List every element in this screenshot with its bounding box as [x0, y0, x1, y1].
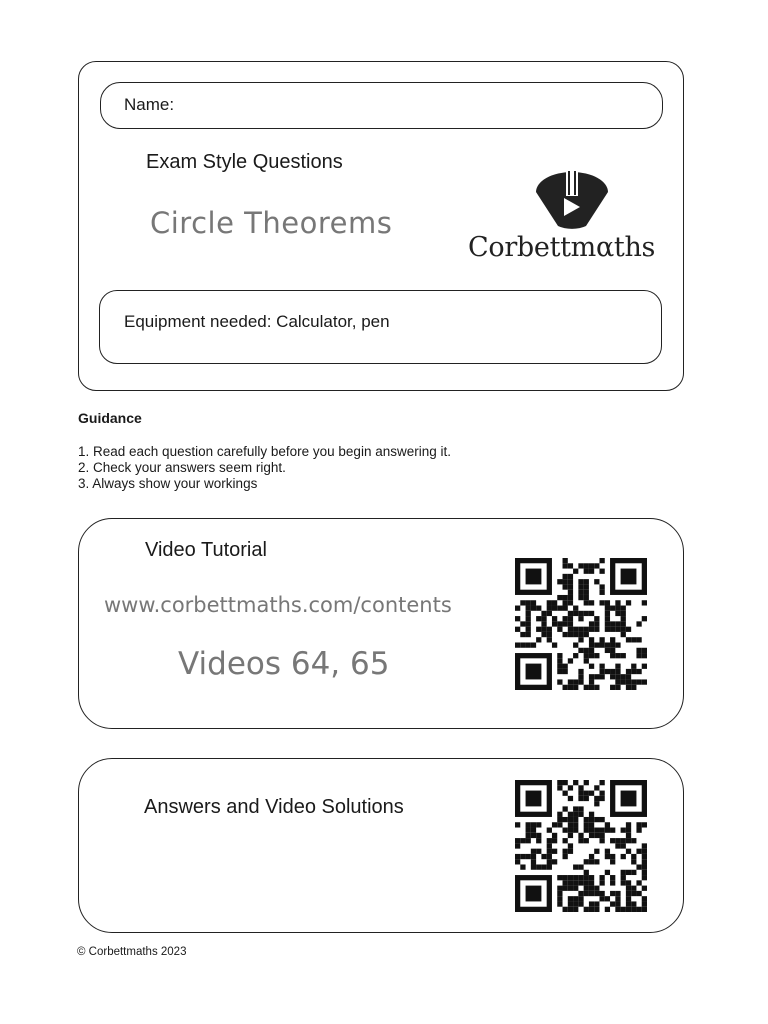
- video-url-link[interactable]: www.corbettmaths.com/contents: [104, 593, 452, 617]
- guidance-item: 1. Read each question carefully before you begin answering it.: [78, 444, 451, 459]
- guidance-list: [78, 444, 451, 492]
- qr-code-icon[interactable]: [513, 780, 649, 912]
- qr-code-icon[interactable]: [513, 558, 649, 690]
- guidance-heading: Guidance: [78, 410, 142, 426]
- exam-style-heading: Exam Style Questions: [146, 151, 343, 173]
- name-label: Name:: [124, 95, 175, 114]
- video-tutorial-title: Video Tutorial: [145, 539, 267, 561]
- equipment-label: Equipment needed: Calculator, pen: [124, 312, 390, 331]
- name-field[interactable]: [100, 82, 663, 129]
- copyright: © Corbettmaths 2023: [77, 946, 187, 958]
- guidance-item: 2. Check your answers seem right.: [78, 460, 286, 475]
- corbettmaths-logo-icon: [534, 170, 610, 232]
- guidance-item: 3. Always show your workings: [78, 476, 258, 491]
- topic-title: Circle Theorems: [150, 206, 393, 240]
- brand-name: Corbettmαths: [468, 232, 656, 263]
- video-numbers: Videos 64, 65: [178, 646, 390, 682]
- answers-title: Answers and Video Solutions: [144, 796, 404, 818]
